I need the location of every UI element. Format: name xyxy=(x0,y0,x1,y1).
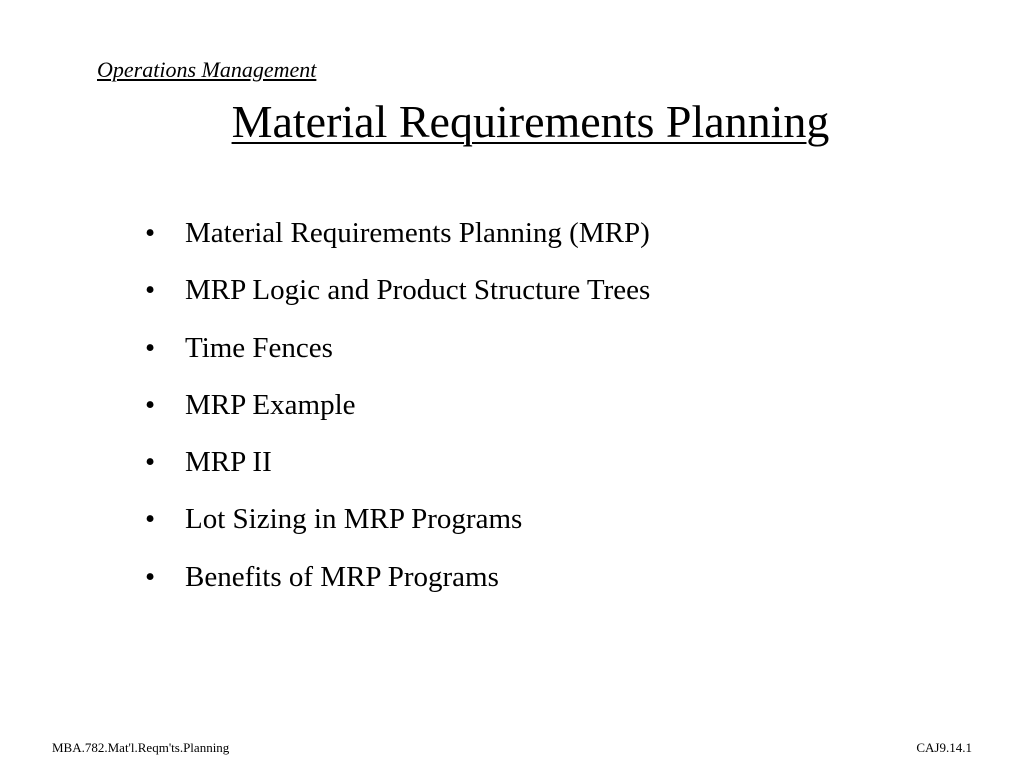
bullet-marker: • xyxy=(145,503,156,536)
bullet-marker: • xyxy=(145,217,156,249)
bullet-text: Material Requirements Planning (MRP) xyxy=(185,217,650,249)
bullet-text: Time Fences xyxy=(185,331,333,364)
bullet-text: Benefits of MRP Programs xyxy=(185,560,499,593)
slide-title: Material Requirements Planning xyxy=(231,96,830,147)
bullet-text: Lot Sizing in MRP Programs xyxy=(185,503,523,536)
bullet-marker: • xyxy=(145,331,156,364)
footer-slide-number: CAJ9.14.1 xyxy=(916,740,972,755)
bullet-text: MRP Logic and Product Structure Trees xyxy=(185,274,651,307)
bullet-marker: • xyxy=(145,388,156,421)
footer-file-label: MBA.782.Mat'l.Reqm'ts.Planning xyxy=(52,740,230,755)
bullet-marker: • xyxy=(145,446,156,479)
course-subtitle: Operations Management xyxy=(97,57,317,82)
bullet-marker: • xyxy=(145,560,156,593)
bullet-text: MRP Example xyxy=(185,388,356,421)
bullet-text: MRP II xyxy=(185,446,272,479)
bullet-marker: • xyxy=(145,274,156,307)
